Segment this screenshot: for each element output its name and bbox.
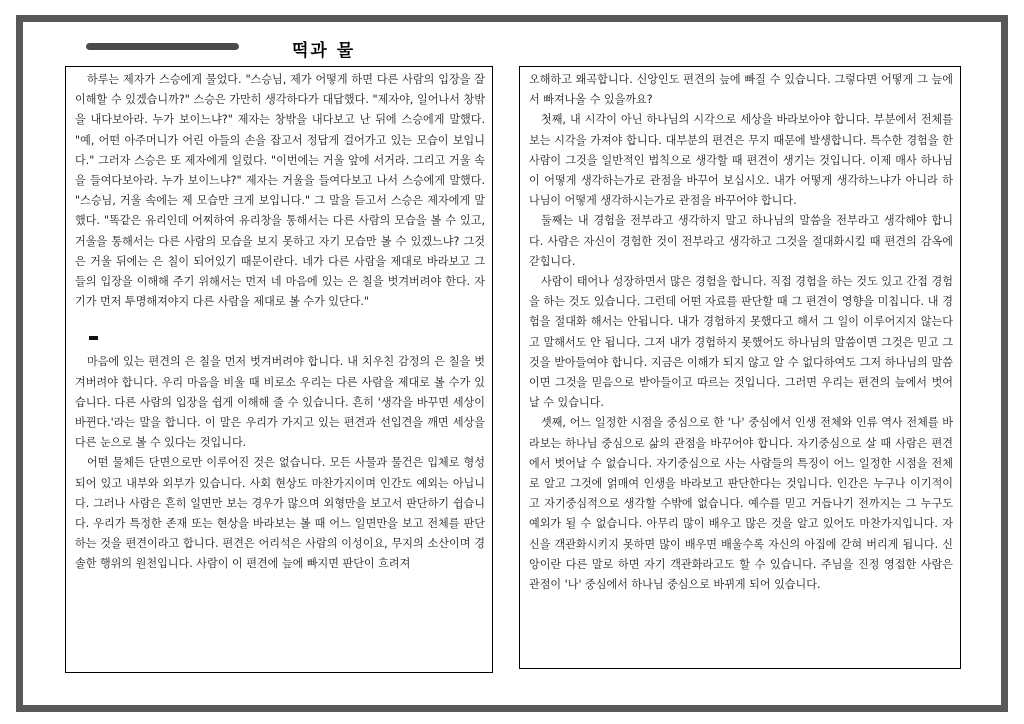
body-paragraph: 둘째는 내 경험을 전부라고 생각하지 말고 하나님의 말씀을 전부라고 생각해야 합니다. 사람은 자신이 경험한 것이 전부라고 생각하고 그것을 절대화시킬 때 편견의 감옥에 갇힙니다. — [529, 214, 953, 268]
right-text-column — [519, 66, 961, 669]
left-text-column — [65, 66, 493, 673]
document-title: 떡과 물 — [292, 41, 356, 61]
body-paragraph: 첫째, 내 시각이 아닌 하나님의 시각으로 세상을 바라보아야 합니다. 부분에서 전체를 보는 시각을 가져야 합니다. 대부분의 편견은 무지 때문에 발생합니다. 특수한 경험을 한 사람이 그것을 일반적인 법칙으로 생각할 때 편견이 생기는 것입니다. 이제 매사 하나님이 어떻게 생각하는가로 관점을 바꾸어 보십시오. 내가 어떻게 생각하느냐가 아니라 하나님이 어떻게 생각하시는가로 관점을 바꾸어야 합니다. — [529, 113, 953, 208]
story-paragraph: 하루는 제자가 스승에게 물었다. "스승님, 제가 어떻게 하면 다른 사람의 입장을 잘 이해할 수 있겠습니까?" 스승은 가만히 생각하다가 대답했다. "제자야, 일어나서 창밖을 내다보아라. 누가 보이느냐?" 제자는 창밖을 내다보고 난 뒤에 스승에게 말했다. "예, 어떤 아주머니가 어린 아들의 손을 잡고서 정답게 걸어가고 있는 모습이 보입니다." 그러자 스승은 또 제자에게 일렀다. "이번에는 거울 앞에 서거라. 그리고 거울 속을 들여다보아라. 누가 보이느냐?" 제자는 거울을 들여다보고 나서 스승에게 말했다. "스승님, 거울 속에는 제 모습만 크게 보입니다." 그 말을 듣고서 스승은 제자에게 말했다. "똑같은 유리인데 어찌하여 유리창을 통해서는 다른 사람의 모습을 볼 수 있고, 거울을 통해서는 다른 사람의 모습을 보지 못하고 자기 모습만 볼 수 있겠느냐? 그것은 거울 뒤에는 은 칠이 되어있기 때문이란다. 네가 다른 사람을 제대로 바라보고 그들의 입장을 이해해 주기 위해서는 먼저 네 마음에 있는 은 칠을 벗겨버려야 한다. 자기가 먼저 투명해져야지 다른 사람을 제대로 볼 수가 있단다." — [75, 73, 485, 309]
section-marker — [89, 336, 98, 340]
title-decoration-bar — [86, 43, 239, 50]
paragraph-gap — [75, 312, 485, 330]
body-paragraph: 마음에 있는 편견의 은 칠을 먼저 벗겨버려야 합니다. 내 치우친 감정의 은 칠을 벗겨버려야 합니다. 우리 마음을 비울 때 비로소 우리는 다른 사람을 제대로 볼 수가 있습니다. 다른 사람의 입장을 쉽게 이해해 줄 수 있습니다. 흔히 '생각을 바꾸면 세상이 바뀐다.'라는 말을 합니다. 이 말은 우리가 가지고 있는 편견과 선입견을 깨면 세상을 다른 눈으로 볼 수 있다는 것입니다. — [75, 355, 485, 450]
body-paragraph: 오해하고 왜곡합니다. 신앙인도 편견의 늪에 빠질 수 있습니다. 그렇다면 어떻게 그 늪에서 빠져나올 수 있을까요? — [529, 73, 953, 107]
body-paragraph: 어떤 물체든 단면으로만 이루어진 것은 없습니다. 모든 사물과 물건은 입체로 형성되어 있고 내부와 외부가 있습니다. 사회 현상도 마찬가지이며 인간도 예외는 아닙니다. 그러나 사람은 흔히 일면만 보는 경우가 많으며 외형만을 보고서 판단하기 쉽습니다. 우리가 특정한 존재 또는 현상을 바라보는 볼 때 어느 일면만을 보고 전체를 판단하는 것을 편견이라고 합니다. 편견은 어리석은 사람의 이성이요, 무지의 소산이며 경솔한 행위의 원천입니다. 사람이 이 편견에 늪에 빠지면 판단이 흐려져 — [75, 456, 485, 571]
body-paragraph: 사람이 태어나 성장하면서 많은 경험을 합니다. 직접 경험을 하는 것도 있고 간접 경험을 하는 것도 있습니다. 그런데 어떤 자료를 판단할 때 그 편견이 영향을 미칩니다. 내 경험을 절대화 해서는 안됩니다. 내가 경험하지 못했다고 해서 그 일이 이루어지지 않는다고 말해서도 안 됩니다. 그저 내가 경험하지 못했어도 하나님의 말씀이면 그것은 믿고 그것을 받아들여야 합니다. 지금은 이해가 되지 않고 알 수 없다하여도 그저 하나님의 말씀이면 그것을 믿음으로 받아들이고 따르는 것입니다. 그러면 우리는 편견의 늪에서 벗어날 수 있습니다. — [529, 275, 953, 410]
body-paragraph: 셋째, 어느 일정한 시점을 중심으로 한 '나' 중심에서 인생 전체와 인류 역사 전체를 바라보는 하나님 중심으로 삶의 관점을 바꾸어야 합니다. 자기중심으로 살 때 사람은 편견에서 벗어날 수 없습니다. 자기중심으로 사는 사람들의 특징이 어느 일정한 시점을 전체로 알고 그것에 얽매여 인생을 바라보고 판단한다는 것입니다. 인간은 누구나 이기적이고 자기중심적으로 생각할 수밖에 없습니다. 예수를 믿고 거듭나기 전까지는 그 누구도 예외가 될 수 없습니다. 아무리 많이 배우고 많은 것을 알고 있어도 마찬가지입니다. 자신을 객관화시키지 못하면 많이 배우면 배울수록 자신의 아집에 갇혀 버리게 됩니다. 신앙이란 다른 말로 하면 자기 객관화라고도 할 수 있습니다. 주님을 진정 영접한 사람은 관점이 '나' 중심에서 하나님 중심으로 바뀌게 되어 있습니다. — [529, 416, 953, 592]
